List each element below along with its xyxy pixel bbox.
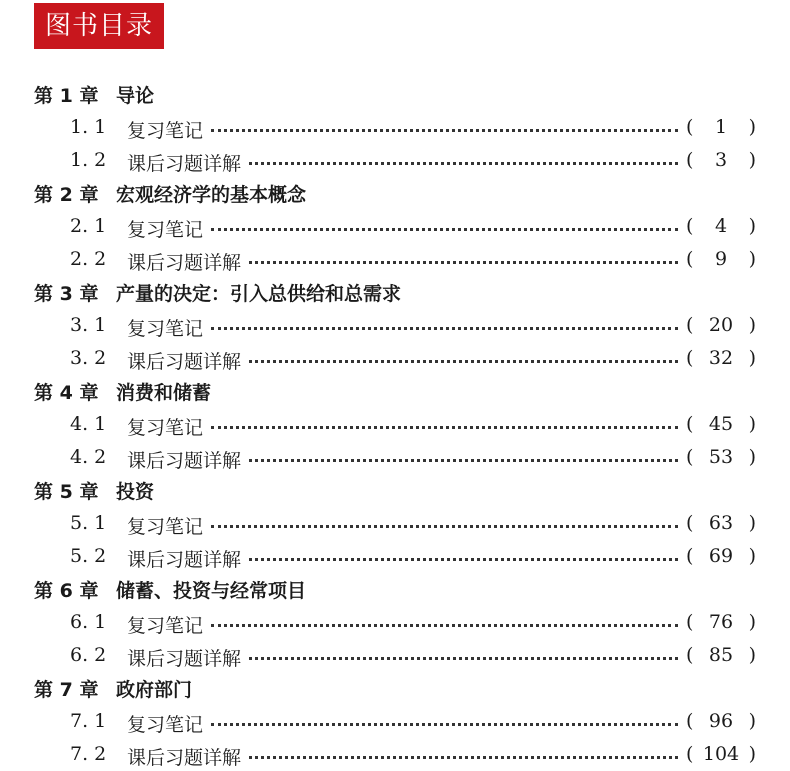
dot-leader: [211, 228, 678, 231]
chapter-heading[interactable]: [0, 573, 790, 606]
section-number: 6. 1: [70, 611, 107, 633]
toc-entry[interactable]: [0, 606, 790, 639]
chapter-title: 导论: [116, 85, 155, 107]
toc-entry[interactable]: [0, 441, 790, 474]
page-paren-open: (: [686, 116, 694, 138]
page-paren-open: (: [686, 413, 694, 435]
chapter-title: 投资: [116, 481, 155, 503]
page-value: 20: [708, 314, 734, 336]
page-paren-close: ): [748, 248, 756, 270]
page-value: 4: [714, 215, 728, 237]
page-value: 45: [708, 413, 734, 435]
table-of-contents: [0, 78, 790, 771]
page-paren-close: ): [748, 314, 756, 336]
dot-leader: [211, 327, 678, 330]
page-number: [686, 512, 756, 534]
page-paren-close: ): [748, 545, 756, 567]
page-number: [686, 413, 756, 435]
page-number: [686, 545, 756, 567]
toc-entry[interactable]: [0, 408, 790, 441]
page-value: 63: [708, 512, 734, 534]
page-value: 85: [708, 644, 734, 666]
section-number: 5. 2: [70, 545, 107, 567]
section-number: 7. 1: [70, 710, 107, 732]
page-value: 96: [708, 710, 734, 732]
toc-entry[interactable]: [0, 507, 790, 540]
page-value: 3: [714, 149, 728, 171]
section-title: 课后习题详解: [127, 747, 242, 769]
page-paren-open: (: [686, 545, 694, 567]
page-number: [686, 116, 756, 138]
dot-leader: [211, 624, 678, 627]
page-value: 69: [708, 545, 734, 567]
toc-entry[interactable]: [0, 111, 790, 144]
page-paren-close: ): [748, 512, 756, 534]
chapter-heading[interactable]: [0, 276, 790, 309]
section-title: 课后习题详解: [127, 648, 242, 670]
page-paren-close: ): [748, 215, 756, 237]
toc-entry[interactable]: [0, 738, 790, 771]
section-number: 5. 1: [70, 512, 107, 534]
page-paren-close: ): [748, 611, 756, 633]
page-paren-open: (: [686, 314, 694, 336]
chapter-heading[interactable]: [0, 474, 790, 507]
chapter-heading[interactable]: [0, 177, 790, 210]
section-number: 4. 1: [70, 413, 107, 435]
dot-leader: [249, 558, 678, 561]
toc-entry[interactable]: [0, 210, 790, 243]
page-number: [686, 446, 756, 468]
chapter-heading[interactable]: [0, 375, 790, 408]
toc-entry[interactable]: [0, 540, 790, 573]
page-paren-close: ): [748, 644, 756, 666]
page-number: [686, 710, 756, 732]
page-value: 32: [708, 347, 734, 369]
dot-leader: [211, 426, 678, 429]
toc-entry[interactable]: [0, 309, 790, 342]
page-value: 104: [702, 743, 740, 765]
section-number: 4. 2: [70, 446, 107, 468]
section-title: 课后习题详解: [127, 252, 242, 274]
toc-banner: 图书目录: [34, 3, 164, 49]
chapter-number: 第 7 章: [34, 679, 99, 701]
chapter-number: 第 6 章: [34, 580, 99, 602]
page-number: [686, 149, 756, 171]
chapter-heading[interactable]: [0, 78, 790, 111]
page-number: [686, 644, 756, 666]
page-paren-close: ): [748, 347, 756, 369]
section-title: 复习笔记: [127, 516, 204, 538]
page-paren-open: (: [686, 215, 694, 237]
page-paren-open: (: [686, 512, 694, 534]
page-paren-open: (: [686, 248, 694, 270]
section-number: 6. 2: [70, 644, 107, 666]
chapter-title: 政府部门: [116, 679, 193, 701]
section-title: 复习笔记: [127, 219, 204, 241]
dot-leader: [249, 261, 678, 264]
page-value: 9: [714, 248, 728, 270]
toc-entry[interactable]: [0, 705, 790, 738]
page-paren-open: (: [686, 446, 694, 468]
page-number: [686, 347, 756, 369]
chapter-number: 第 2 章: [34, 184, 99, 206]
chapter-number: 第 1 章: [34, 85, 99, 107]
chapter-number: 第 4 章: [34, 382, 99, 404]
toc-entry[interactable]: [0, 639, 790, 672]
section-title: 复习笔记: [127, 120, 204, 142]
dot-leader: [249, 657, 678, 660]
page-paren-open: (: [686, 743, 694, 765]
dot-leader: [211, 525, 678, 528]
page-paren-close: ): [748, 149, 756, 171]
page-paren-close: ): [748, 710, 756, 732]
page-paren-open: (: [686, 611, 694, 633]
page-number: [686, 743, 756, 765]
toc-entry[interactable]: [0, 342, 790, 375]
section-title: 课后习题详解: [127, 153, 242, 175]
dot-leader: [211, 723, 678, 726]
toc-entry[interactable]: [0, 144, 790, 177]
section-title: 复习笔记: [127, 417, 204, 439]
page-value: 53: [708, 446, 734, 468]
page-paren-close: ): [748, 743, 756, 765]
section-number: 7. 2: [70, 743, 107, 765]
section-title: 课后习题详解: [127, 450, 242, 472]
chapter-heading[interactable]: [0, 672, 790, 705]
chapter-title: 消费和储蓄: [116, 382, 212, 404]
section-number: 1. 2: [70, 149, 107, 171]
page-number: [686, 611, 756, 633]
section-number: 2. 2: [70, 248, 107, 270]
section-number: 3. 2: [70, 347, 107, 369]
dot-leader: [249, 756, 678, 759]
section-title: 复习笔记: [127, 318, 204, 340]
dot-leader: [249, 162, 678, 165]
section-title: 复习笔记: [127, 714, 204, 736]
dot-leader: [249, 459, 678, 462]
section-title: 课后习题详解: [127, 549, 242, 571]
chapter-number: 第 3 章: [34, 283, 99, 305]
section-number: 2. 1: [70, 215, 107, 237]
page-paren-close: ): [748, 413, 756, 435]
dot-leader: [211, 129, 678, 132]
chapter-title: 宏观经济学的基本概念: [116, 184, 307, 206]
toc-entry[interactable]: [0, 243, 790, 276]
chapter-title: 储蓄、投资与经常项目: [116, 580, 307, 602]
page-value: 1: [714, 116, 728, 138]
chapter-number: 第 5 章: [34, 481, 99, 503]
page-paren-open: (: [686, 149, 694, 171]
dot-leader: [249, 360, 678, 363]
page-number: [686, 314, 756, 336]
section-number: 1. 1: [70, 116, 107, 138]
page-paren-close: ): [748, 446, 756, 468]
page-number: [686, 215, 756, 237]
page-paren-open: (: [686, 347, 694, 369]
page-number: [686, 248, 756, 270]
page-paren-open: (: [686, 644, 694, 666]
chapter-title: 产量的决定：引入总供给和总需求: [116, 283, 402, 305]
section-title: 课后习题详解: [127, 351, 242, 373]
page-value: 76: [708, 611, 734, 633]
page-paren-open: (: [686, 710, 694, 732]
section-title: 复习笔记: [127, 615, 204, 637]
section-number: 3. 1: [70, 314, 107, 336]
page-paren-close: ): [748, 116, 756, 138]
